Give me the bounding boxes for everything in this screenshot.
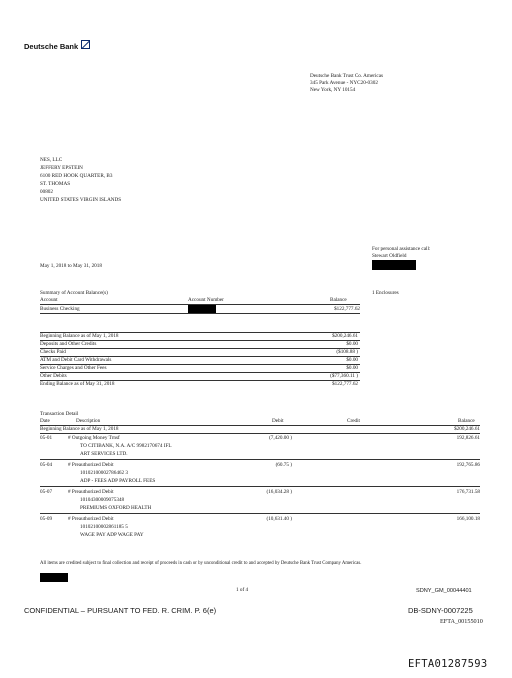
tx-desc-line: # Preauthorized Debit — [68, 462, 114, 468]
tx-desc-line: ADP - FEES ADP PAYROLL FEES — [80, 478, 156, 484]
tx-debit: (16,034.28 ) — [266, 489, 292, 495]
tx-balance: 176,731.58 — [456, 489, 480, 495]
balance-label-other-debits: Other Debits — [40, 373, 67, 379]
tx-desc-line: # Outgoing Money Trnsf — [68, 435, 120, 441]
tx-desc-line: 10102100002861185 5 — [80, 524, 128, 530]
bank-address-1: Deutsche Bank Trust Co. Americas — [310, 73, 384, 79]
redaction-phone — [372, 260, 416, 270]
tx-desc-line: TO CITIBANK, N.A. A/C 9982170674 IFL — [80, 443, 172, 449]
balance-value-other-debits: ($77,360.11 ) — [330, 373, 358, 379]
tx-desc-line: 10102100002786462 3 — [80, 470, 128, 476]
summary-title: Summary of Account Balance(s) — [40, 290, 108, 296]
efta-small: EFTA_00155010 — [440, 618, 483, 625]
disclaimer: All items are credited subject to final collection and receipt of proceeds in cash or by unconditional credit to and accepted by Deutsche Bank Trust Company Americas. — [40, 561, 362, 566]
statement-period: May 1, 2018 to May 31, 2018 — [40, 263, 102, 269]
tx-debit: (60.75 ) — [275, 462, 292, 468]
bank-address-2: 345 Park Avenue - NYC20-0302 — [310, 80, 378, 86]
customer-address-2: JEFFERY EPSTEIN — [40, 165, 83, 171]
doc-id: SDNY_GM_00044401 — [416, 588, 472, 594]
bates-number: DB-SDNY-0007225 — [408, 606, 473, 615]
balance-value-fees: $0.00 — [346, 365, 358, 371]
confidential-notice: CONFIDENTIAL – PURSUANT TO FED. R. CRIM. P. 6(e) — [24, 606, 217, 615]
tx-desc-line: PREMIUMS OXFORD HEALTH — [80, 505, 152, 511]
tx-desc-line: ART SERVICES LTD. — [80, 451, 128, 457]
efta-stamp: EFTA01287593 — [408, 658, 488, 670]
redaction-footer — [40, 573, 68, 582]
customer-address-1: NES, LLC — [40, 157, 63, 163]
tx-date: 05-09 — [40, 516, 53, 522]
assistance-label: For personal assistance call: — [372, 246, 431, 252]
balance-value-beginning: $200,246.61 — [332, 333, 358, 339]
tx-balance: 166,100.18 — [456, 516, 480, 522]
balance-value-checks: ($108.88 ) — [336, 349, 358, 355]
tx-opening-balance: $200,246.61 — [454, 426, 480, 432]
bank-logo-text: Deutsche Bank — [24, 42, 79, 51]
tx-desc-line: # Preauthorized Debit — [68, 489, 114, 495]
balance-value-atm: $0.00 — [346, 357, 358, 363]
tx-col-balance: Balance — [458, 418, 475, 424]
tx-balance: 192,765.86 — [456, 462, 480, 468]
tx-col-description: Description — [76, 418, 101, 424]
tx-debit: (7,420.00 ) — [269, 435, 292, 441]
customer-address-4: ST. THOMAS — [40, 181, 71, 187]
balance-label-deposits: Deposits and Other Credits — [40, 341, 97, 347]
summary-account-name: Business Checking — [40, 306, 80, 312]
tx-opening-label: Beginning Balance as of May 1, 2018 — [40, 426, 119, 432]
balance-value-deposits: $0.00 — [346, 341, 358, 347]
redaction-account-number — [188, 305, 216, 313]
tx-col-debit: Debit — [272, 418, 284, 424]
assistance-name: Stewart Oldfield — [372, 253, 407, 259]
page-number: 1 of 4 — [236, 587, 249, 593]
customer-address-3: 6100 RED HOOK QUARTER, B3 — [40, 173, 113, 179]
balance-label-atm: ATM and Debit Card Withdrawals — [40, 357, 112, 363]
balance-label-checks: Checks Paid — [40, 349, 66, 355]
tx-debit: (10,631.40 ) — [266, 516, 292, 522]
tx-desc-line: WAGE PAY ADP WAGE PAY — [80, 532, 144, 538]
tx-desc-line: # Preauthorized Debit — [68, 516, 114, 522]
tx-date: 05-04 — [40, 462, 53, 468]
summary-col-number: Account Number — [188, 297, 224, 303]
tx-date: 05-01 — [40, 435, 53, 441]
customer-address-6: UNITED STATES VIRGIN ISLANDS — [40, 197, 122, 203]
summary-col-balance: Balance — [330, 297, 347, 303]
balance-label-beginning: Beginning Balance as of May 1, 2018 — [40, 333, 119, 339]
customer-address-5: 00802 — [40, 189, 53, 195]
summary-col-account: Account — [40, 297, 58, 303]
bank-address-3: New York, NY 10154 — [310, 87, 356, 93]
tx-balance: 192,826.61 — [456, 435, 480, 441]
transactions-title: Transaction Detail — [40, 411, 79, 417]
balance-label-ending: Ending Balance as of May 31, 2018 — [40, 381, 115, 387]
bank-logo-icon — [81, 40, 91, 50]
summary-row-rule — [40, 313, 360, 314]
balance-label-fees: Service Charges and Other Fees — [40, 365, 107, 371]
tx-col-date: Date — [40, 418, 50, 424]
tx-date: 05-07 — [40, 489, 53, 495]
tx-col-credit: Credit — [347, 418, 360, 424]
summary-account-balance: $122,777.62 — [334, 306, 360, 312]
enclosures: 1 Enclosures — [372, 290, 399, 296]
balance-value-ending: $122,777.62 — [332, 381, 358, 387]
tx-desc-line: 10104300009075348 — [80, 497, 125, 503]
